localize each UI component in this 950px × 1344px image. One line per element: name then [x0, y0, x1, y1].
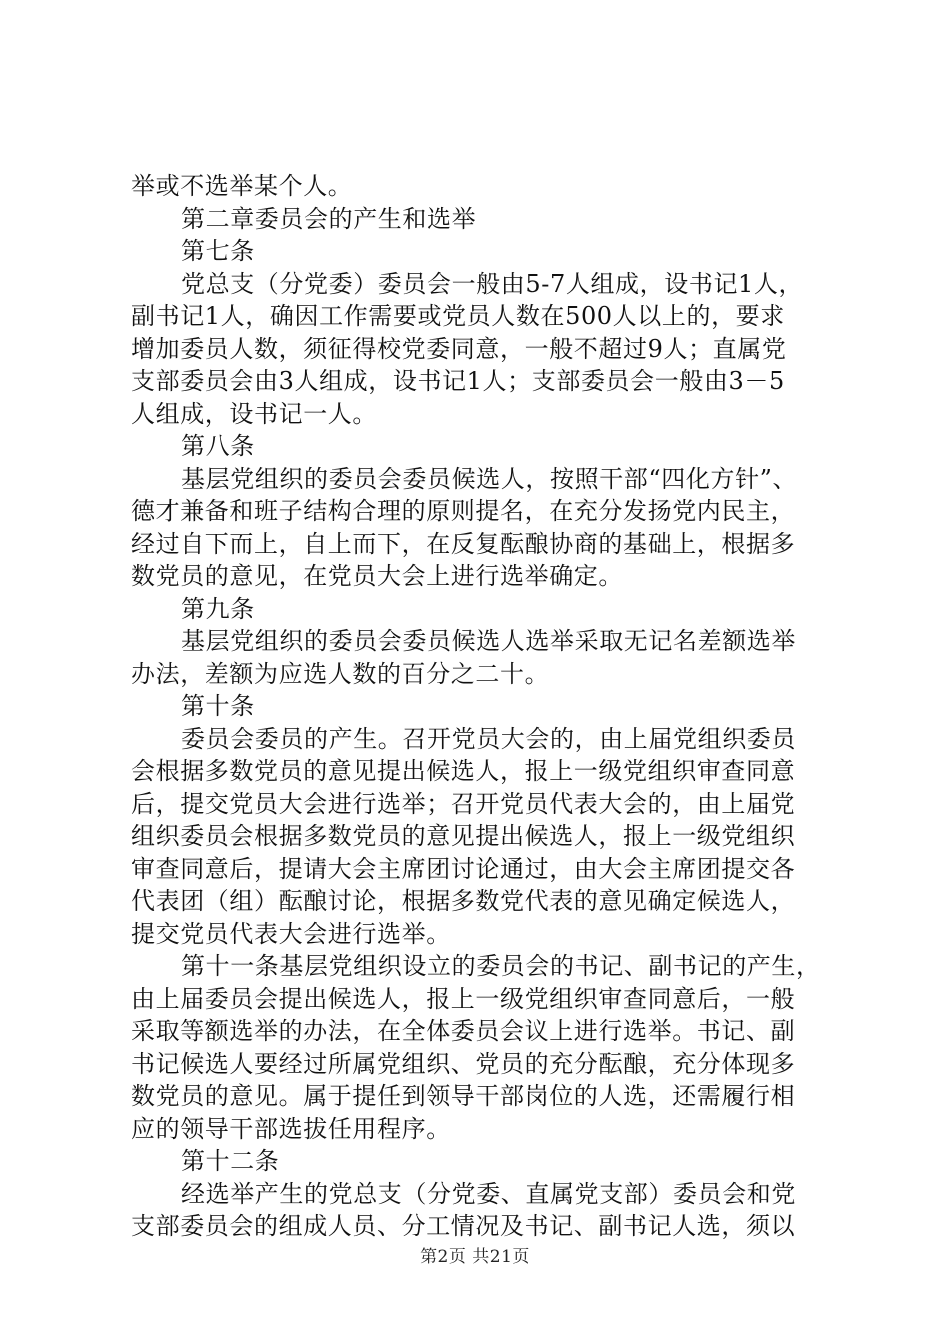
document-body — [131, 170, 831, 1243]
text-line: 应的领导干部选拔任用程序。 — [131, 1114, 451, 1143]
page-footer: 第2页 共21页 — [420, 1247, 530, 1267]
text-line: 第七条 — [181, 237, 255, 265]
text-line: 第十条 — [181, 692, 255, 720]
text-line: 会根据多数党员的意见提出候选人，报上一级党组织审查同意 — [131, 757, 796, 785]
text-line: 经过自下而上，自上而下，在反复酝酿协商的基础上，根据多 — [131, 529, 796, 558]
text-line: 后，提交党员大会进行选举；召开党员代表大会的，由上届党 — [131, 789, 796, 818]
text-line: 组织委员会根据多数党员的意见提出候选人，报上一级党组织 — [131, 822, 796, 850]
text-line: 举或不选举某个人。 — [131, 172, 353, 200]
text-line: 第十一条基层党组织设立的委员会的书记、副书记的产生， — [181, 952, 821, 980]
text-line: 第八条 — [181, 432, 255, 460]
text-line: 增加委员人数，须征得校党委同意，一般不超过9人；直属党 — [131, 334, 787, 363]
text-line: 支部委员会由3人组成，设书记1人；支部委员会一般由3－5 — [131, 367, 785, 395]
text-line: 书记候选人要经过所属党组织、党员的充分酝酿，充分体现多 — [131, 1049, 796, 1078]
text-line: 经选举产生的党总支（分党委、直属党支部）委员会和党 — [181, 1179, 796, 1208]
text-line: 办法，差额为应选人数的百分之二十。 — [131, 659, 550, 688]
text-line: 德才兼备和班子结构合理的原则提名，在充分发扬党内民主， — [131, 497, 796, 525]
text-line: 第十二条 — [181, 1147, 280, 1175]
text-line: 采取等额选举的办法，在全体委员会议上进行选举。书记、副 — [131, 1017, 796, 1045]
text-line: 人组成，设书记一人。 — [131, 399, 377, 428]
text-line: 委员会委员的产生。召开党员大会的，由上届党组织委员 — [181, 724, 796, 753]
text-line: 基层党组织的委员会委员候选人选举采取无记名差额选举 — [181, 627, 796, 655]
text-line: 数党员的意见。属于提任到领导干部岗位的人选，还需履行相 — [131, 1082, 796, 1110]
text-line: 党总支（分党委）委员会一般由5-7人组成，设书记1人， — [181, 269, 804, 298]
text-line: 由上届委员会提出候选人，报上一级党组织审查同意后，一般 — [131, 984, 796, 1013]
text-line: 基层党组织的委员会委员候选人，按照干部“四化方针”、 — [181, 464, 798, 493]
text-line: 第二章委员会的产生和选举 — [181, 204, 477, 233]
text-line: 副书记1人，确因工作需要或党员人数在500人以上的，要求 — [131, 302, 785, 330]
text-line: 代表团（组）酝酿讨论，根据多数党代表的意见确定候选人， — [131, 887, 796, 915]
text-line: 支部委员会的组成人员、分工情况及书记、副书记人选，须以 — [131, 1212, 796, 1240]
text-line: 第九条 — [181, 594, 255, 623]
text-line: 提交党员代表大会进行选举。 — [131, 919, 451, 948]
text-line: 审查同意后，提请大会主席团讨论通过，由大会主席团提交各 — [131, 854, 796, 883]
text-line: 数党员的意见，在党员大会上进行选举确定。 — [131, 562, 623, 590]
